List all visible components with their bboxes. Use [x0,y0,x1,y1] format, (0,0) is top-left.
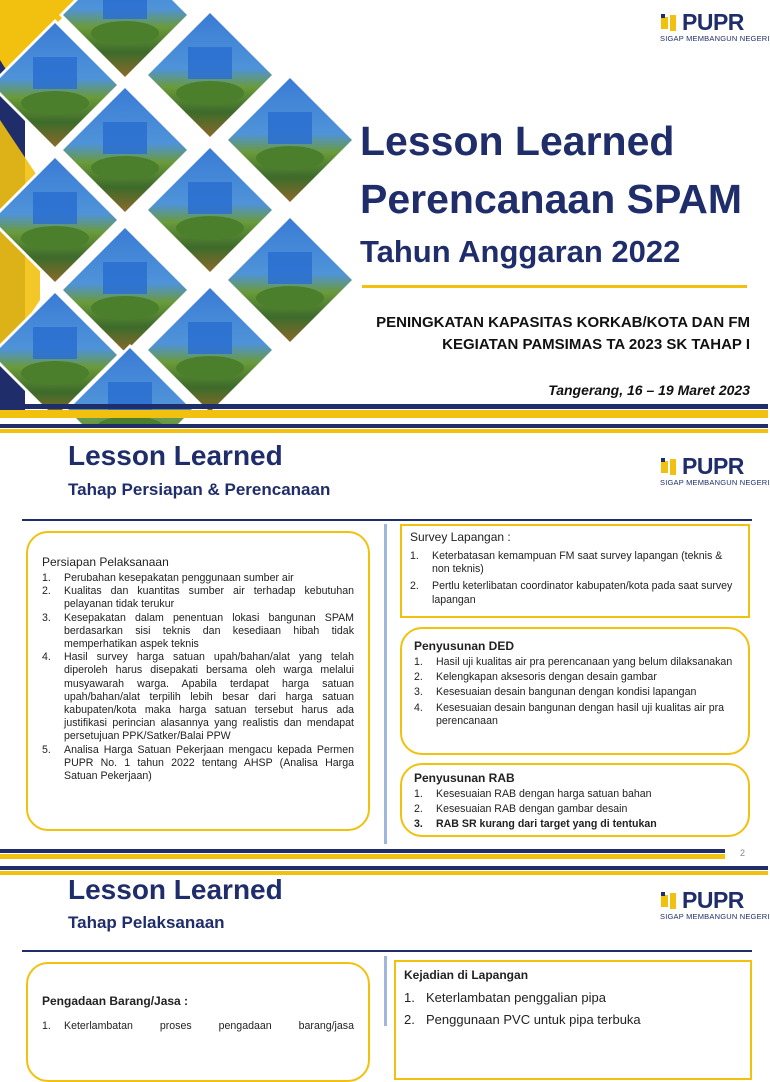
list-item: 2. Penggunaan PVC untuk pipa terbuka [404,1012,641,1027]
pengadaan-heading: Pengadaan Barang/Jasa : [42,994,189,1008]
slide-1-title-underline [362,285,747,288]
list-item: 4. Kesesuaian desain bangunan dengan hasil uji kualitas air pra perencanaan [414,701,725,727]
pupr-logo [660,8,770,44]
slide-1-subtitle-line-1: PENINGKATAN KAPASITAS KORKAB/KOTA DAN FM [376,314,750,331]
rab-heading: Penyusunan RAB [414,771,515,785]
rab-list [414,788,736,832]
slide-1-title-line-1: Lesson Learned [360,118,675,164]
pupr-logo-mark-icon [660,14,682,32]
survey-heading: Survey Lapangan : [410,530,511,544]
ded-list [414,656,736,728]
slide-2-subtitle: Tahap Persiapan & Perencanaan [68,480,331,499]
kejadian-heading: Kejadian di Lapangan [404,968,529,982]
slide-2-footer-strip [0,849,768,861]
slide-1 [0,0,768,418]
slide-2-top-strip [0,424,768,428]
slide-3-top-strip [0,866,768,870]
rab-panel [400,763,750,837]
slide-1-subtitle-line-2: KEGIATAN PAMSIMAS TA 2023 SK TAHAP I [442,336,750,353]
list-item: 1. Keterlambatan proses pengadaan barang/jasa [42,1020,354,1032]
slide-1-date-place: Tangerang, 16 – 19 Maret 2023 [548,382,750,398]
list-item: 1. Hasil uji kualitas air pra perencanaan yang belum dilaksanakan [414,656,733,668]
pupr-logo-tagline: SIGAP MEMBANGUN NEGERI [660,912,770,921]
list-item: 1. Kesesuaian RAB dengan harga satuan bahan [414,788,652,800]
list-item: 5. Analisa Harga Satuan Pekerjaan mengacu kepada Permen PUPR No. 1 tahun 2022 tentang AHSP (Analisa Harga Satuan Pekerjaan) [42,743,354,783]
slide-1-decoration [0,0,370,418]
pupr-logo [660,452,770,488]
list-item: 1. Keterbatasan kemampuan FM saat survey lapangan (teknis & non teknis) [410,550,723,576]
list-item: 2. Kualitas dan kuantitas sumber air terhadap kebutuhan pelayanan tidak terukur [42,585,354,611]
list-item: 3. Kesesuaian desain bangunan dengan kondisi lapangan [414,686,697,699]
ded-heading: Penyusunan DED [414,639,515,653]
survey-list [410,550,740,607]
slide-2-title: Lesson Learned [68,440,283,471]
survey-panel [400,524,750,618]
pupr-logo-word: PUPR [682,9,744,35]
slide-2 [0,424,768,860]
pupr-logo-tagline: SIGAP MEMBANGUN NEGERI [660,478,770,487]
list-item: 3. Kesepakatan dalam penentuan lokasi bangunan SPAM berdasarkan sisi teknis dan kesediaan hibah tidak memperhatikan aspek teknis [42,611,354,651]
list-item: 1. Keterlambatan penggalian pipa [404,990,606,1005]
pupr-logo-word: PUPR [682,887,744,913]
list-item: 2. Kelengkapan aksesoris dengan desain gambar [414,671,657,684]
list-item: 2. Pertlu keterlibatan coordinator kabupaten/kota pada saat survey lapangan [410,580,733,606]
persiapan-heading: Persiapan Pelaksanaan [42,555,169,569]
pengadaan-list [42,1020,354,1033]
slide-2-header-rule [22,519,752,521]
persiapan-list [42,572,354,783]
pupr-logo-mark-icon [660,458,682,476]
slide-1-title-line-2: Perencanaan SPAM [360,176,743,222]
slide-1-title-line-3: Tahun Anggaran 2022 [360,234,681,269]
slide-3 [0,866,770,1032]
slide-3-column-divider [384,956,387,1026]
slide-3-title: Lesson Learned [68,874,283,905]
pengadaan-panel [26,962,370,1082]
persiapan-panel [26,531,370,831]
pupr-logo-tagline: SIGAP MEMBANGUN NEGERI [660,34,770,43]
list-item: 2. Kesesuaian RAB dengan gambar desain [414,803,628,816]
kejadian-panel [394,960,752,1080]
list-item: 3. RAB SR kurang dari target yang di tentukan [414,818,657,831]
slide-2-page-number: 2 [740,848,746,858]
pupr-logo-mark-icon [660,892,682,910]
pupr-logo [660,886,770,922]
slide-3-header-rule [22,950,752,952]
kejadian-list [404,990,742,1028]
slide-3-subtitle: Tahap Pelaksanaan [68,913,225,932]
list-item: 4. Hasil survey harga satuan upah/bahan/alat yang telah diperoleh harus disepakati bersama oleh warga melalui musyawarah warga. Apabila terdapat harga satuan upah/bahan/alat terpilih lebih besar dari harga satuan kabupaten/kota maka harga satuan tersebut harus ada justifikasi perincian alasannya yang realistis dan mendapat persetujuan PPK/Satker/Balai PPW [42,651,354,743]
ded-panel [400,627,750,755]
slide-1-footer-strip [0,404,768,418]
list-item: 1. Perubahan kesepakatan penggunaan sumber air [42,572,294,584]
slide-2-top-strip-gold [0,429,768,433]
pupr-logo-word: PUPR [682,453,744,479]
slide-2-column-divider [384,524,387,844]
